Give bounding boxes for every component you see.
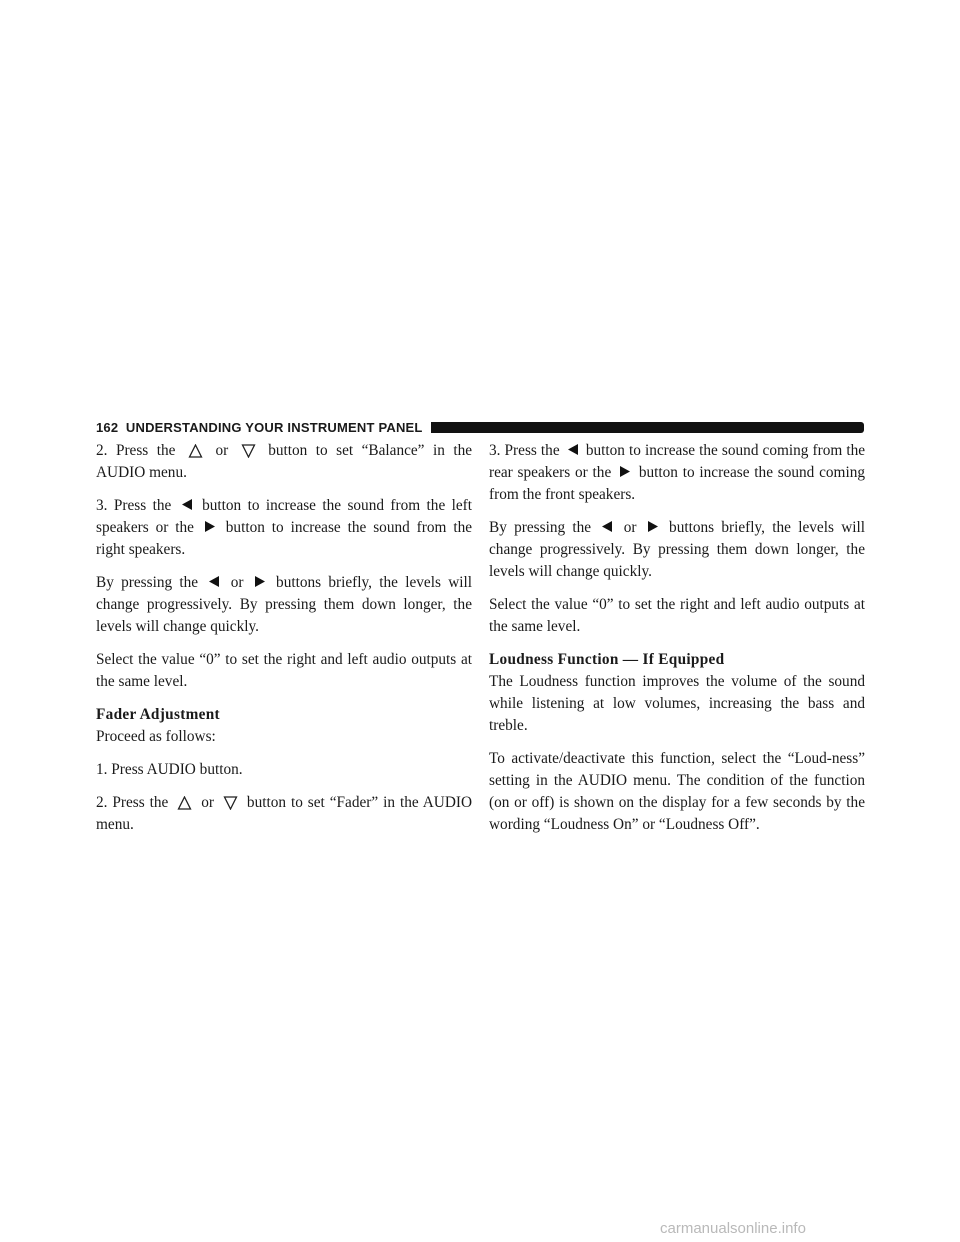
page-number: 162 xyxy=(96,419,119,435)
paragraph-pressing-briefly: By pressing the or buttons briefly, the levels will change progressively. By pressing them down longer, the levels will change quickly. xyxy=(96,574,473,635)
watermark: carmanualsonline.info xyxy=(660,1220,806,1237)
right-arrow-icon xyxy=(255,576,265,587)
paragraph-select-zero: Select the value “0” to set the right and left audio outputs at the same level. xyxy=(489,596,865,635)
paragraph-fader-step1: 1. Press AUDIO button. xyxy=(96,761,243,778)
page-header-title xyxy=(96,420,431,435)
heading-fader-adjustment: Fader Adjustment xyxy=(96,706,220,723)
paragraph-loudness-desc: The Loudness function improves the volume of the sound while listening at low volumes, increasing the bass and treble. xyxy=(489,673,865,734)
left-column xyxy=(96,440,472,847)
heading-loudness-function: Loudness Function — If Equipped xyxy=(489,651,725,668)
right-arrow-icon xyxy=(205,521,215,532)
left-arrow-icon xyxy=(568,444,578,455)
paragraph-loudness-activate: To activate/deactivate this function, select the “Loud-ness” setting in the AUDIO menu. The condition of the function (on or off) is shown on the display for a few seconds by the wording “Loudness On” or “Loudness Off”. xyxy=(489,750,865,833)
paragraph-fader-step3: 3. Press the button to increase the sound coming from the rear speakers or the button to increase the sound coming from the front speakers. xyxy=(489,442,866,503)
left-arrow-icon xyxy=(182,499,192,510)
right-arrow-icon xyxy=(620,466,630,477)
paragraph-balance-step2: 2. Press the or button to set “Balance” in the AUDIO menu. xyxy=(96,442,473,481)
header-rule xyxy=(431,422,864,433)
paragraph-fader-step2: 2. Press the or button to set “Fader” in the AUDIO menu. xyxy=(96,794,473,833)
down-triangle-icon xyxy=(223,796,238,810)
right-column xyxy=(489,440,865,847)
paragraph-proceed: Proceed as follows: xyxy=(96,728,216,745)
up-triangle-icon xyxy=(188,444,203,458)
left-arrow-icon xyxy=(602,521,612,532)
paragraph-pressing-briefly: By pressing the or buttons briefly, the levels will change progressively. By pressing them down longer, the levels will change quickly. xyxy=(489,519,866,580)
down-triangle-icon xyxy=(241,444,256,458)
left-arrow-icon xyxy=(209,576,219,587)
section-title: UNDERSTANDING YOUR INSTRUMENT PANEL xyxy=(125,419,423,435)
paragraph-balance-step3: 3. Press the button to increase the sound from the left speakers or the button to increase the sound from the right speakers. xyxy=(96,497,473,558)
up-triangle-icon xyxy=(177,796,192,810)
right-arrow-icon xyxy=(648,521,658,532)
page-header xyxy=(96,416,864,438)
paragraph-select-zero: Select the value “0” to set the right and left audio outputs at the same level. xyxy=(96,651,472,690)
